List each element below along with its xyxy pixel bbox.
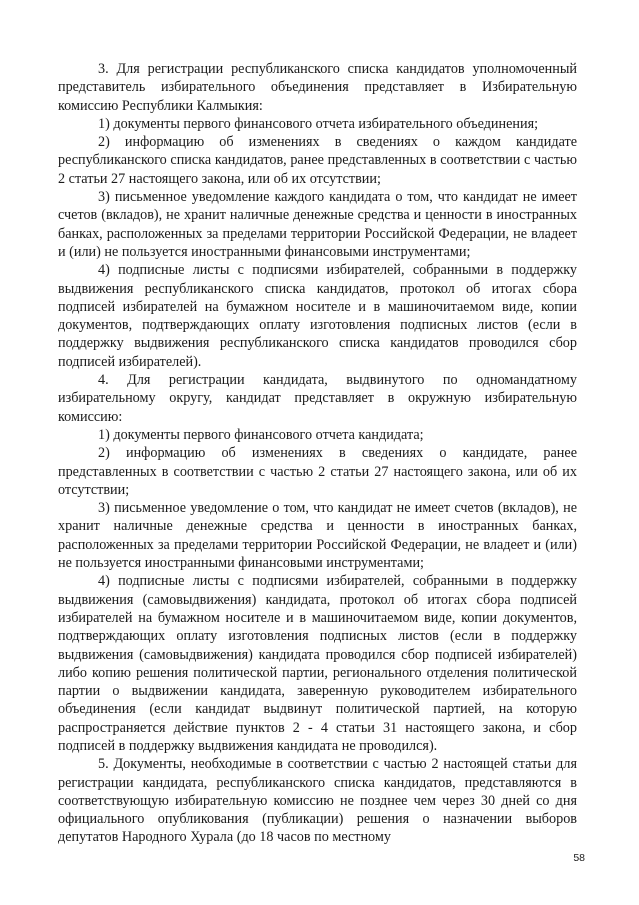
paragraph-4-intro: 4. Для регистрации кандидата, выдвинутого по одномандатному избирательному округу, кандидат представляет в окружную избирательную комиссию: [58, 372, 577, 425]
paragraph-4-item-3: 3) письменное уведомление о том, что кандидат не имеет счетов (вкладов), не хранит наличные денежные средства и ценности в иностранных банках, расположенных за пределами территории Российской Федерации, не владеет и (или) не пользуется иностранными финансовыми инструментами; [58, 500, 577, 572]
paragraph-3-intro: 3. Для регистрации республиканского списка кандидатов уполномоченный представитель избирательного объединения представляет в Избирательную комиссию Республики Калмыкия: [58, 61, 577, 114]
paragraph-3-item-2: 2) информацию об изменениях в сведениях о каждом кандидате республиканского списка кандидатов, ранее представленных в соответствии с частью 2 статьи 27 настоящего закона, или об их отсутствии; [58, 134, 577, 187]
paragraph-4-item-2: 2) информацию об изменениях в сведениях о кандидате, ранее представленных в соответствии с частью 2 статьи 27 настоящего закона, или об их отсутствии; [58, 445, 577, 498]
paragraph-4-item-4: 4) подписные листы с подписями избирателей, собранными в поддержку выдвижения (самовыдвижения) кандидата, протокол об итогах сбора подписей избирателей на бумажном носителе и в машиночитаемом виде, копии документов, подтверждающих оплату изготовления подписных листов (если в поддержку выдвижения (самовыдвижения) кандидата проводился сбор подписей избирателей) либо копию решения политической партии, регионального отделения политической партии о выдвижении кандидата, заверенную руководителем избирательного объединения (если кандидат выдвинут политической партией, на которую распространяется действие пунктов 2 - 4 статьи 31 настоящего закона, и сбор подписей в поддержку выдвижения кандидата не проводился). [58, 573, 577, 754]
document-body [58, 60, 577, 847]
paragraph-3-item-3: 3) письменное уведомление каждого кандидата о том, что кандидат не имеет счетов (вкладов), не хранит наличные денежные средства и ценности в иностранных банках, расположенных за пределами территории Российской Федерации, не владеет и (или) не пользуется иностранными финансовыми инструментами; [58, 189, 577, 260]
paragraph-4-item-1: 1) документы первого финансового отчета кандидата; [98, 426, 424, 443]
paragraph-5: 5. Документы, необходимые в соответствии с частью 2 настоящей статьи для регистрации кандидата, республиканского списка кандидатов, представляются в соответствующую избирательную комиссию не позднее чем через 30 дней со дня официального опубликования (публикации) решения о назначении выборов депутатов Народного Хурала (до 18 часов по местному [58, 756, 577, 846]
paragraph-3-item-4: 4) подписные листы с подписями избирателей, собранными в поддержку выдвижения республиканского списка кандидатов, протокол об итогах сбора подписей избирателей на бумажном носителе и в машиночитаемом виде, копии документов, подтверждающих оплату изготовления подписных листов (если в поддержку выдвижения республиканского списка кандидатов проводился сбор подписей избирателей). [58, 262, 577, 370]
paragraph-3-item-1: 1) документы первого финансового отчета избирательного объединения; [98, 115, 539, 132]
page-number: 58 [573, 852, 585, 864]
